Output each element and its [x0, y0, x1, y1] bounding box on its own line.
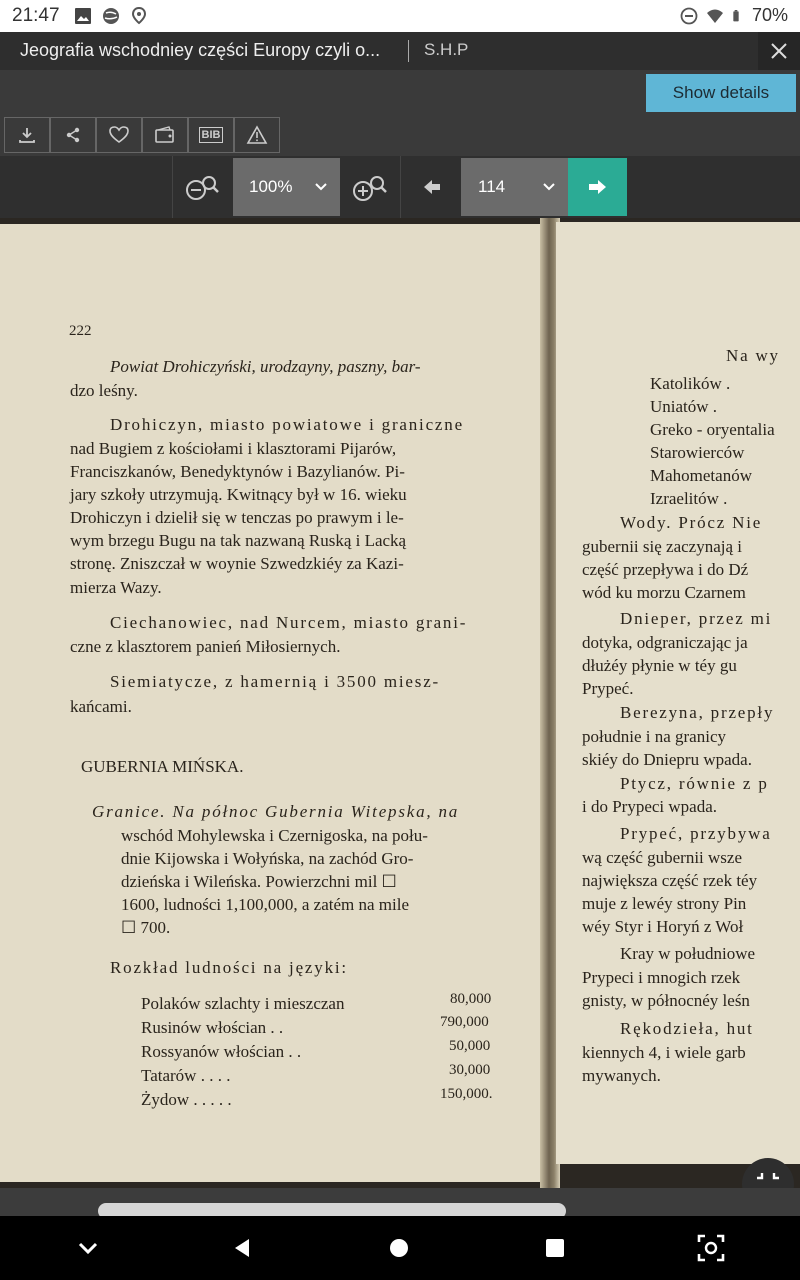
- text-line: dnie Kijowska i Wołyńska, na zachód Gro-: [121, 849, 414, 868]
- text-line: wód ku morzu Czarnem: [582, 583, 746, 602]
- table-heading: Rozkład ludności na języki:: [110, 958, 348, 977]
- table-row-value: 30,000: [449, 1062, 491, 1078]
- previous-page-button[interactable]: [412, 166, 452, 208]
- text-line: skiéy do Dniepru wpada.: [582, 750, 752, 769]
- text-line: dzieńska i Wileńska. Powierzchni mil ☐: [121, 872, 397, 891]
- text-line: mierza Wazy.: [70, 578, 162, 597]
- heart-icon: [108, 125, 130, 145]
- text-line: Na wy: [726, 346, 780, 365]
- wallet-icon: [154, 125, 176, 145]
- text-line: ☐ 700.: [121, 918, 171, 937]
- text-line: Drohiczyn, miasto powiatowe i graniczne: [110, 415, 464, 434]
- close-button[interactable]: [758, 32, 800, 70]
- share-icon: [63, 125, 83, 145]
- text-line: dzo leśny.: [70, 381, 138, 400]
- recents-square-icon: [543, 1236, 567, 1260]
- page-select[interactable]: [461, 158, 568, 216]
- text-line: gnisty, w północnéy leśn: [582, 991, 750, 1010]
- table-row-label: Rusinów włościan . .: [141, 1018, 284, 1037]
- do-not-disturb-icon: [680, 7, 698, 25]
- text-line: Greko - oryentalia: [650, 420, 775, 439]
- nav-divider: [400, 156, 401, 218]
- text-line: Ciechanowiec, nad Nurcem, miasto grani-: [110, 613, 468, 632]
- recents-button[interactable]: [537, 1230, 573, 1266]
- text-line: Katolików .: [650, 374, 731, 393]
- zoom-out-button[interactable]: [180, 166, 226, 208]
- text-line: wym brzegu Bugu na tak nazwaną Ruską i Lacką: [70, 531, 407, 550]
- home-button[interactable]: [381, 1230, 417, 1266]
- warning-icon: [246, 125, 268, 145]
- section-heading: GUBERNIA MIŃSKA.: [81, 757, 244, 776]
- text-line: wą część gubernii wsze: [582, 848, 743, 867]
- table-row-label: Tatarów . . . .: [141, 1066, 231, 1085]
- text-line: kańcami.: [70, 697, 132, 716]
- text-line: Prypeć, przybywa: [620, 824, 772, 843]
- text-line: Siemiatycze, z hamernią i 3500 miesz-: [110, 672, 440, 691]
- text-line: Starowierców: [650, 443, 745, 462]
- text-line: wschód Mohylewska i Czernigoska, na połu-: [121, 826, 428, 845]
- text-line: Izraelitów .: [650, 489, 728, 508]
- close-icon: [758, 32, 800, 70]
- text-line: Powiat Drohiczyński, urodzayny, paszny, bar-: [110, 357, 421, 376]
- system-navigation-bar: [0, 1216, 800, 1280]
- text-line: Rękodzieła, hut: [620, 1019, 754, 1038]
- globe-icon: [102, 7, 120, 25]
- chevron-down-icon: [76, 1236, 100, 1260]
- report-button[interactable]: [234, 117, 280, 153]
- actions-toolbar: [0, 116, 800, 156]
- table-row-value: 790,000: [440, 1014, 489, 1030]
- table-row-value: 80,000: [450, 991, 492, 1007]
- table-row-label: Rossyanów włościan . .: [141, 1042, 302, 1061]
- back-triangle-icon: [230, 1236, 254, 1260]
- screenshot-button[interactable]: [693, 1230, 729, 1266]
- text-line: nad Bugiem z kościołami i klasztorami Pijarów,: [70, 439, 397, 458]
- text-line: Prypeci i mnogich rzek: [582, 968, 741, 987]
- text-line: gubernii się zaczynają i: [582, 537, 743, 556]
- status-time: 21:47: [12, 5, 60, 26]
- horizontal-scrollbar[interactable]: [0, 1188, 800, 1216]
- zoom-value: 100%: [249, 177, 293, 196]
- text-line: dotyka, odgraniczając ja: [582, 633, 748, 652]
- zoom-in-icon: [348, 166, 394, 208]
- table-row-label: Polaków szlachty i mieszczan: [141, 994, 345, 1013]
- page-number: 222: [69, 323, 92, 339]
- text-line: i do Prypeci wpada.: [582, 797, 718, 816]
- text-line: Granice. Na północ Gubernia Witepska, na: [92, 802, 460, 821]
- text-line: Dnieper, przez mi: [620, 609, 773, 628]
- table-row-value: 50,000: [449, 1038, 491, 1054]
- text-line: największa część rzek téy: [582, 871, 758, 890]
- text-line: południe i na granicy: [582, 727, 726, 746]
- arrow-right-icon: [568, 158, 627, 216]
- text-line: Franciszkanów, Benedyktynów i Bazylianów. Pi-: [70, 462, 405, 481]
- text-line: jary szkoły utrzymują. Kwitnący był w 16. wieku: [70, 485, 407, 504]
- keyboard-hide-button[interactable]: [70, 1230, 106, 1266]
- viewer-nav-bar: [0, 156, 800, 218]
- title-separator: [408, 40, 409, 62]
- bib-icon: BIB: [199, 127, 224, 143]
- screenshot-icon: [696, 1233, 726, 1263]
- text-line: Uniatów .: [650, 397, 718, 416]
- text-line: Wody. Prócz Nie: [620, 513, 763, 532]
- arrow-left-icon: [412, 166, 452, 208]
- zoom-in-button[interactable]: [348, 166, 394, 208]
- text-line: 1600, ludności 1,100,000, a zatém na mile: [121, 895, 409, 914]
- text-line: wéy Styr i Horyń z Woł: [582, 917, 744, 936]
- battery-percent: 70%: [751, 5, 788, 25]
- nav-divider: [172, 156, 173, 218]
- table-row-label: Żydow . . . . .: [141, 1090, 232, 1109]
- text-line: stronę. Zniszczał w woynie Szwedzkiéy za Kazi-: [70, 554, 404, 573]
- details-bar: [0, 70, 800, 116]
- text-line: Prypeć.: [582, 679, 634, 698]
- organization-label: S.H.P: [424, 40, 469, 59]
- share-button[interactable]: [50, 117, 96, 153]
- favorite-button[interactable]: [96, 117, 142, 153]
- battery-icon: [732, 7, 744, 25]
- home-circle-icon: [387, 1236, 411, 1260]
- download-button[interactable]: [4, 117, 50, 153]
- chevron-down-icon: [542, 182, 556, 192]
- zoom-out-icon: [180, 166, 226, 208]
- back-button[interactable]: [224, 1230, 260, 1266]
- left-page: [0, 224, 552, 1182]
- status-bar: [0, 0, 800, 32]
- title-bar: [0, 32, 800, 70]
- text-line: dłużéy płynie w téy gu: [582, 656, 737, 675]
- text-line: Drohiczyn i dzielił się w tenczas po prawym i le-: [70, 508, 404, 527]
- page-viewer[interactable]: [0, 218, 800, 1188]
- table-row-value: 150,000.: [440, 1086, 493, 1102]
- location-icon: [130, 7, 148, 25]
- text-line: czne z klasztorem panień Miłosiernych.: [70, 637, 341, 656]
- text-line: Mahometanów: [650, 466, 752, 485]
- bibliography-button[interactable]: [188, 117, 234, 153]
- right-page: [556, 222, 800, 1164]
- wifi-icon: [706, 7, 724, 25]
- text-line: muje z lewéy strony Pin: [582, 894, 747, 913]
- page-value: 114: [478, 177, 506, 196]
- text-line: mywanych.: [582, 1066, 661, 1085]
- text-line: część przepływa i do Dź: [582, 560, 749, 579]
- download-icon: [17, 125, 37, 145]
- zoom-select[interactable]: [233, 158, 340, 216]
- chevron-down-icon: [314, 182, 328, 192]
- next-page-button[interactable]: [568, 158, 627, 216]
- document-title: Jeografia wschodniey części Europy czyli o...: [20, 40, 381, 60]
- show-details-button[interactable]: Show details: [646, 74, 796, 112]
- text-line: Berezyna, przepły: [620, 703, 775, 722]
- text-line: Kray w południowe: [620, 944, 756, 963]
- text-line: kiennych 4, i wiele garb: [582, 1043, 746, 1062]
- wallet-button[interactable]: [142, 117, 188, 153]
- text-line: Ptycz, równie z p: [620, 774, 769, 793]
- image-icon: [74, 7, 92, 25]
